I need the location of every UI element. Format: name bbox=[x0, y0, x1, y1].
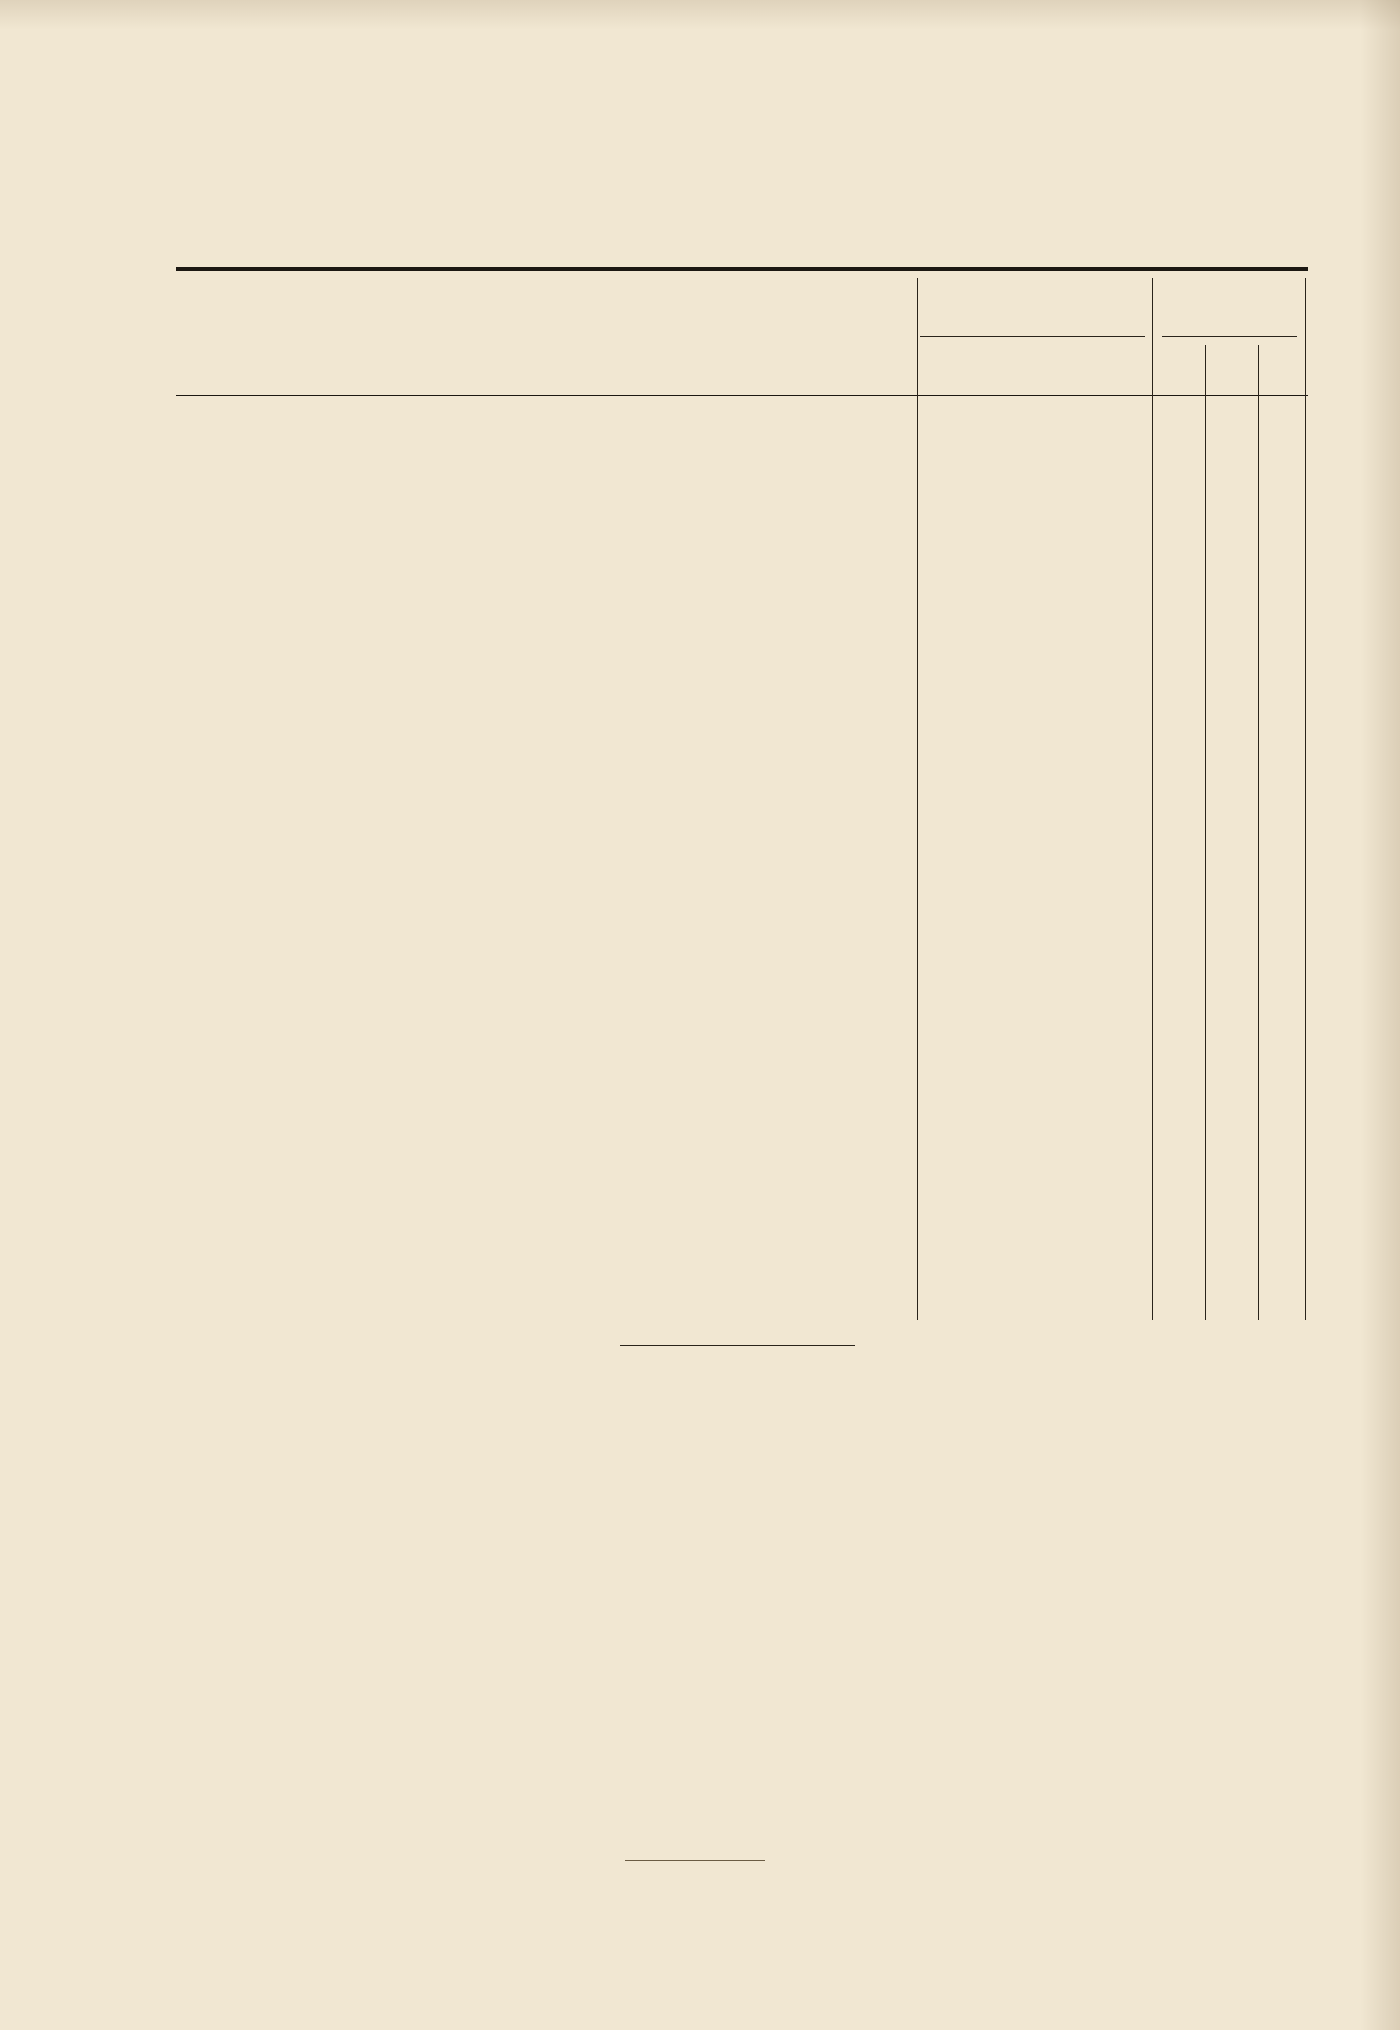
header-alder-underline bbox=[1162, 336, 1297, 337]
column-divider-age bbox=[1152, 278, 1153, 1320]
section-separator bbox=[620, 1345, 855, 1346]
header-fodelse-underline bbox=[920, 336, 1145, 337]
column-divider-age-days bbox=[1258, 345, 1259, 1320]
table-top-rule bbox=[176, 267, 1308, 271]
column-divider-right bbox=[1305, 278, 1306, 1320]
bottom-ornament-rule bbox=[625, 1860, 765, 1861]
column-divider-age-months bbox=[1205, 345, 1206, 1320]
column-divider-birth bbox=[917, 278, 918, 1320]
table-header-rule bbox=[176, 395, 1308, 396]
page-top-shadow bbox=[0, 0, 1400, 30]
page-edge-shadow bbox=[1360, 0, 1400, 2030]
